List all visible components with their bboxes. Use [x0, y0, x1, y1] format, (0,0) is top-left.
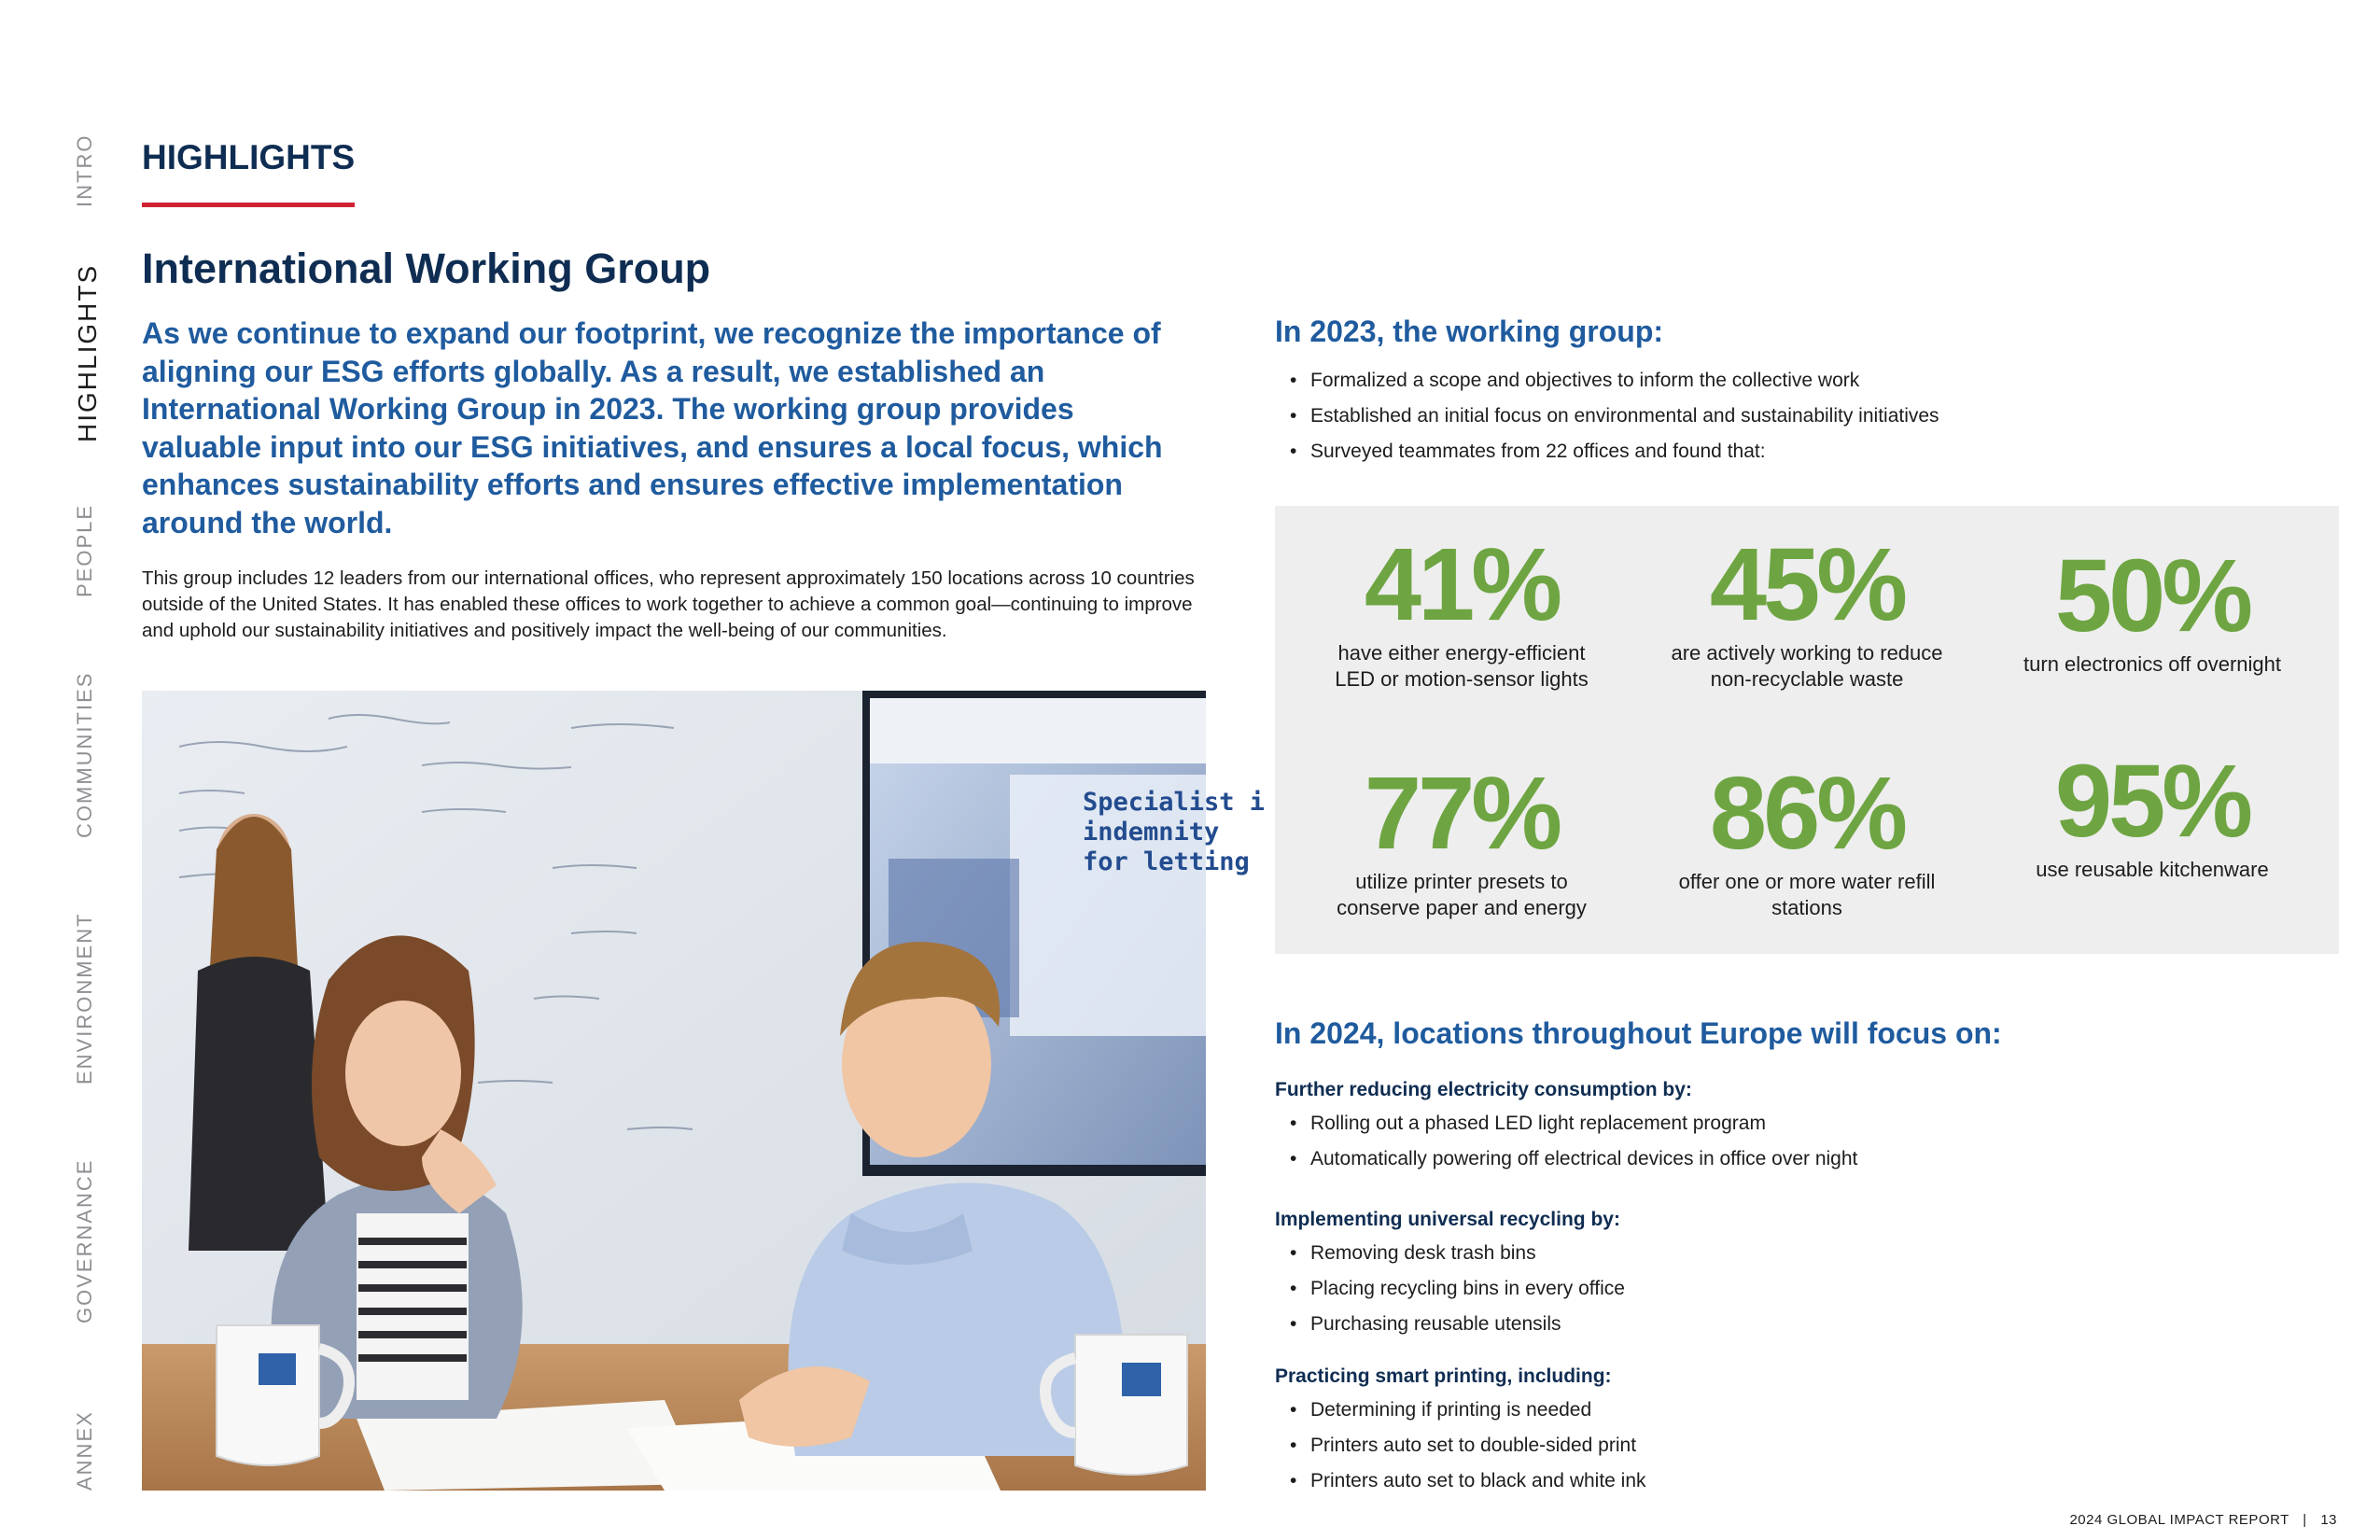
intro-lede: As we continue to expand our footprint, we recognize the importance of aligning our ESG efforts globally. As a result, we established an International Working Group in 2023. The working group provides valuable input into our ESG initiatives, and ensures a local focus, which enhances sustainability efforts and ensures effective implementation around the world. — [142, 316, 1163, 539]
focus-group-title: Implementing universal recycling by: — [1275, 1209, 1620, 1230]
list-item: • Formalized a scope and objectives to inform the collective work — [1290, 363, 1939, 399]
stat-value: 45% — [1709, 527, 1905, 642]
report-name: 2024 GLOBAL IMPACT REPORT — [2069, 1512, 2289, 1528]
list-item: • Printers auto set to double-sided print — [1290, 1428, 1646, 1463]
focus-group-list — [1290, 1236, 1625, 1341]
footer-separator: | — [2303, 1512, 2307, 1528]
focus-group-list — [1290, 1106, 1857, 1177]
page-title: International Working Group — [142, 245, 711, 292]
stat-value: 95% — [2054, 744, 2250, 859]
list-item: • Placing recycling bins in every office — [1290, 1271, 1625, 1307]
list-item: • Printers auto set to black and white ink — [1290, 1463, 1646, 1499]
stat-label: have either energy-efficient LED or motion-sensor lights — [1335, 641, 1589, 691]
page-number: 13 — [2320, 1512, 2337, 1528]
stat-item — [1667, 527, 1947, 693]
nav-item-annex[interactable]: ANNEX — [73, 1410, 96, 1491]
nav-item-intro[interactable]: INTRO — [73, 133, 96, 207]
focus-2024-heading: In 2024, locations throughout Europe will focus on: — [1275, 1016, 2002, 1050]
stat-value: 77% — [1364, 756, 1560, 871]
side-nav — [0, 0, 140, 1540]
stat-item — [2012, 744, 2292, 883]
list-item: • Rolling out a phased LED light replacement program — [1290, 1106, 1857, 1141]
section-divider — [142, 203, 355, 207]
team-meeting-photo — [142, 691, 1266, 1491]
stat-value: 86% — [1709, 756, 1905, 871]
page-footer — [2069, 1512, 2337, 1528]
stat-label: use reusable kitchenware — [2036, 858, 2269, 881]
stat-item — [1322, 756, 1602, 921]
stat-label: utilize printer presets to conserve paper and energy — [1337, 870, 1587, 919]
stat-label: turn electronics off overnight — [2023, 652, 2281, 676]
stat-item — [1322, 527, 1602, 693]
working-group-list — [1290, 363, 1939, 469]
list-item: • Purchasing reusable utensils — [1290, 1307, 1625, 1342]
survey-stats-panel — [1275, 506, 2339, 954]
nav-item-people[interactable]: PEOPLE — [73, 503, 96, 597]
stat-value: 50% — [2054, 539, 2250, 653]
list-item: • Determining if printing is needed — [1290, 1393, 1646, 1428]
stat-value: 41% — [1364, 527, 1560, 642]
nav-item-governance[interactable]: GOVERNANCE — [73, 1158, 96, 1323]
list-item: • Surveyed teammates from 22 offices and found that: — [1290, 434, 1939, 469]
stat-item — [1667, 756, 1947, 921]
screen-text-line: for letting — [1083, 847, 1250, 876]
nav-item-environment[interactable]: ENVIRONMENT — [73, 912, 96, 1085]
nav-item-communities[interactable]: COMMUNITIES — [73, 671, 96, 838]
nav-item-highlights[interactable]: HIGHLIGHTS — [73, 263, 102, 442]
focus-group-title: Practicing smart printing, including: — [1275, 1365, 1612, 1387]
screen-text-line: indemnity — [1083, 818, 1220, 847]
screen-text-line: Specialist i — [1083, 788, 1266, 817]
list-item: • Automatically powering off electrical devices in office over night — [1290, 1141, 1857, 1177]
list-item: • Removing desk trash bins — [1290, 1236, 1625, 1271]
focus-group-list — [1290, 1393, 1646, 1498]
working-group-heading: In 2023, the working group: — [1275, 315, 1664, 348]
intro-body: This group includes 12 leaders from our international offices, who represent approximately 150 locations across 10 countries outside of the United States. It has enabled these offices to work together to achieve a common goal—continuing to improve and uphold our sustainability initiatives and positively impact the well-being of our communities. — [142, 567, 1195, 641]
stat-label: are actively working to reduce non-recyclable waste — [1671, 641, 1943, 691]
focus-group-title: Further reducing electricity consumption by: — [1275, 1079, 1692, 1100]
stat-label: offer one or more water refill stations — [1678, 870, 1936, 919]
section-label: HIGHLIGHTS — [142, 138, 356, 176]
list-item: • Established an initial focus on environmental and sustainability initiatives — [1290, 399, 1939, 434]
stat-item — [2012, 539, 2292, 678]
